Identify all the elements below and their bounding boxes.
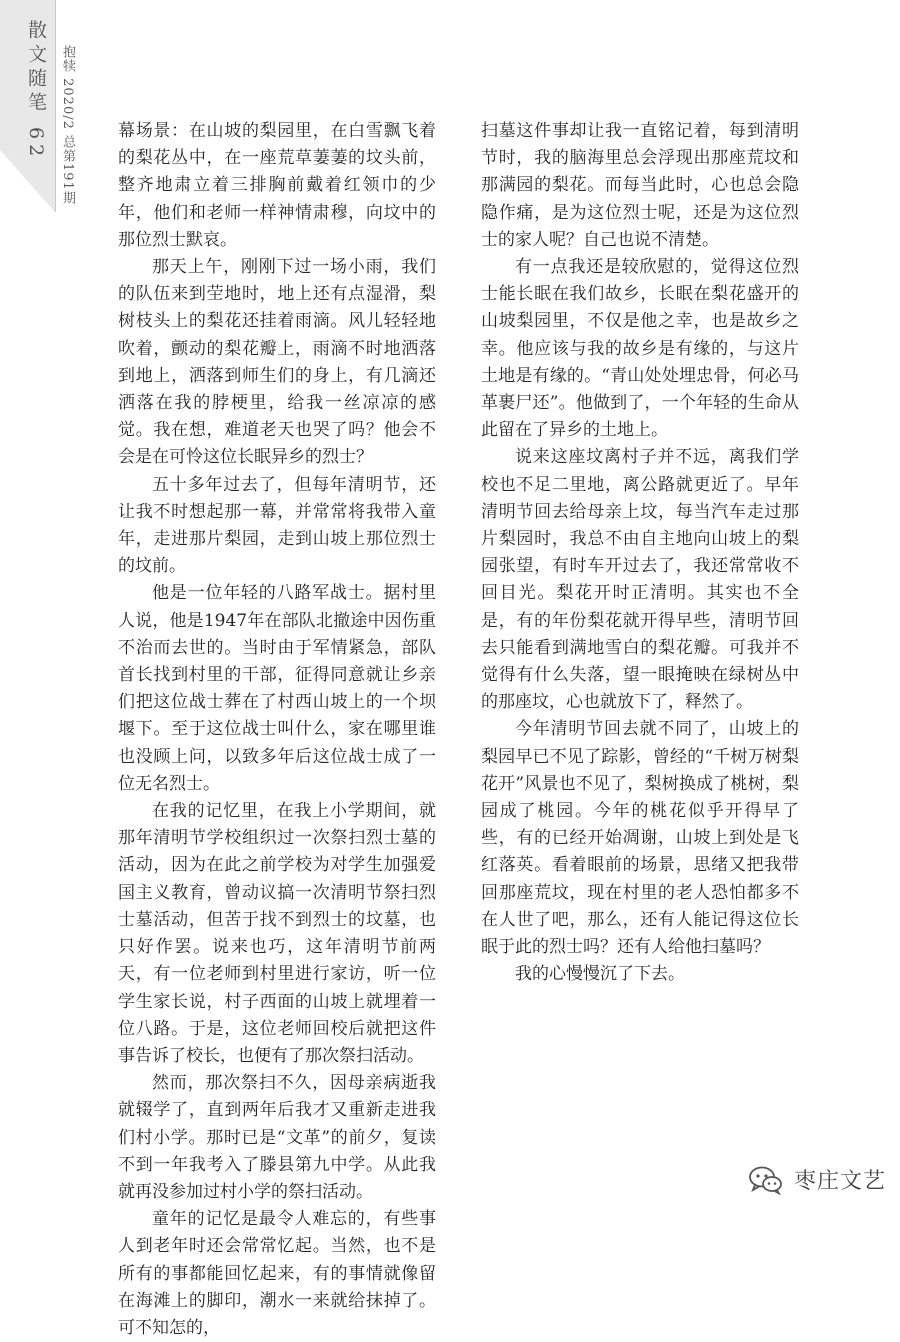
paragraph: 说来这座坟离村子并不远，离我们学校也不足二里地，离公路就更近了。早年清明节回去给母亲上坟，每当汽车走过那片梨园时，我总不由自主地向山坡上的梨园张望，有时车开过去了，我还常常收不回目光。梨花开时正清明。其实也不全是，有的年份梨花就开得早些，清明节回去只能看到满地雪白的梨花瓣。可我并不觉得有什么失落，望一眼掩映在绿树丛中的那座坟，心也就放下了，释然了。 xyxy=(481,447,799,713)
right-column xyxy=(481,118,799,989)
magazine-issue-date: 抱犊 2020/2 xyxy=(60,45,75,130)
paragraph: 五十多年过去了，但每年清明节，还让我不时想起那一幕，并常常将我带入童年，走进那片梨园，走到山坡上那位烈士的坟前。 xyxy=(118,474,436,577)
account-watermark xyxy=(748,1164,886,1195)
paragraph: 有一点我还是较欣慰的，觉得这位烈士能长眠在我们故乡，长眠在梨花盛开的山坡梨园里，不仅是他之幸，也是故乡之幸。他应该与我的故乡是有缘的，与这片土地是有缘的。“青山处处埋忠骨，何必马革裹尸还”。他做到了，一个年轻的生命从此留在了异乡的土地上。 xyxy=(481,257,799,441)
section-name: 散文随笔 xyxy=(25,20,47,116)
issue-info xyxy=(58,135,77,205)
section-label xyxy=(6,20,50,161)
paragraph: 我的心慢慢沉了下去。 xyxy=(515,964,685,985)
paragraph: 他是一位年轻的八路军战士。据村里人说，他是1947年在部队北撤途中因伤重不治而去世的。当时由于军情紧急，部队首长找到村里的干部，征得同意就让乡亲们把这位战士葬在了村西山坡上的一个坝堰下。至于这位战士叫什么，家在哪里谁也没顾上问，以致多年后这位战士成了一位无名烈士。 xyxy=(118,583,436,794)
tab-corner-decoration xyxy=(0,150,55,212)
paragraph: 然而，那次祭扫不久，因母亲病逝我就辍学了，直到两年后我才又重新走进我们村小学。那时已是“文革”的前夕，复读不到一年我考入了滕县第九中学。从此我就再没参加过村小学的祭扫活动。 xyxy=(118,1073,436,1202)
issue-number: 总第191期 xyxy=(60,135,75,205)
wechat-icon xyxy=(748,1165,784,1195)
page-number: 62 xyxy=(25,127,47,162)
paragraph: 那天上午，刚刚下过一场小雨，我们的队伍来到茔地时，地上还有点湿滑，梨树枝头上的梨花还挂着雨滴。风儿轻轻地吹着，颤动的梨花瓣上，雨滴不时地洒落到地上，洒落到师生们的身上，有几滴还洒落在我的脖梗里，给我一丝凉凉的感觉。我在想，难道老天也哭了吗？他会不会是在可怜这位长眠异乡的烈士？ xyxy=(118,257,436,468)
paragraph: 扫墓这件事却让我一直铭记着，每到清明节时，我的脑海里总会浮现出那座荒坟和那满园的梨花。而每当此时，心也总会隐隐作痛，是为这位烈士呢，还是为这位烈士的家人呢？自己也说不清楚。 xyxy=(481,121,799,250)
left-column xyxy=(118,118,436,1342)
paragraph: 幕场景：在山坡的梨园里，在白雪飘飞着的梨花丛中，在一座荒草萋萋的坟头前，整齐地肃立着三排胸前戴着红领巾的少年，他们和老师一样神情肃穆，向坟中的那位烈士默哀。 xyxy=(118,121,436,250)
paragraph: 童年的记忆是最令人难忘的，有些事人到老年时还会常常忆起。当然，也不是所有的事都能回忆起来，有的事情就像留在海滩上的脚印，潮水一来就给抹掉了。可不知怎的， xyxy=(118,1209,436,1338)
paragraph: 今年清明节回去就不同了，山坡上的梨园早已不见了踪影，曾经的“千树万树梨花开”风景也不见了，梨树换成了桃树，梨园成了桃园。今年的桃花似乎开得早了些，有的已经开始凋谢，山坡上到处是飞红落英。看着眼前的场景，思绪又把我带回那座荒坟，现在村里的老人恐怕都多不在人世了吧，那么，还有人能记得这位长眠于此的烈士吗？还有人给他扫墓吗？ xyxy=(481,719,799,958)
account-name: 枣庄文艺 xyxy=(794,1169,887,1194)
paragraph: 在我的记忆里，在我上小学期间，就那年清明节学校组织过一次祭扫烈士墓的活动，因为在此之前学校为对学生加强爱国主义教育，曾动议搞一次清明节祭扫烈士墓活动，但苦于找不到烈士的坟墓，也只好作罢。说来也巧，这年清明节前两天，有一位老师到村里进行家访，听一位学生家长说，村子西面的山坡上就埋着一位八路。于是，这位老师回校后就把这件事告诉了校长，也便有了那次祭扫活动。 xyxy=(118,801,436,1066)
